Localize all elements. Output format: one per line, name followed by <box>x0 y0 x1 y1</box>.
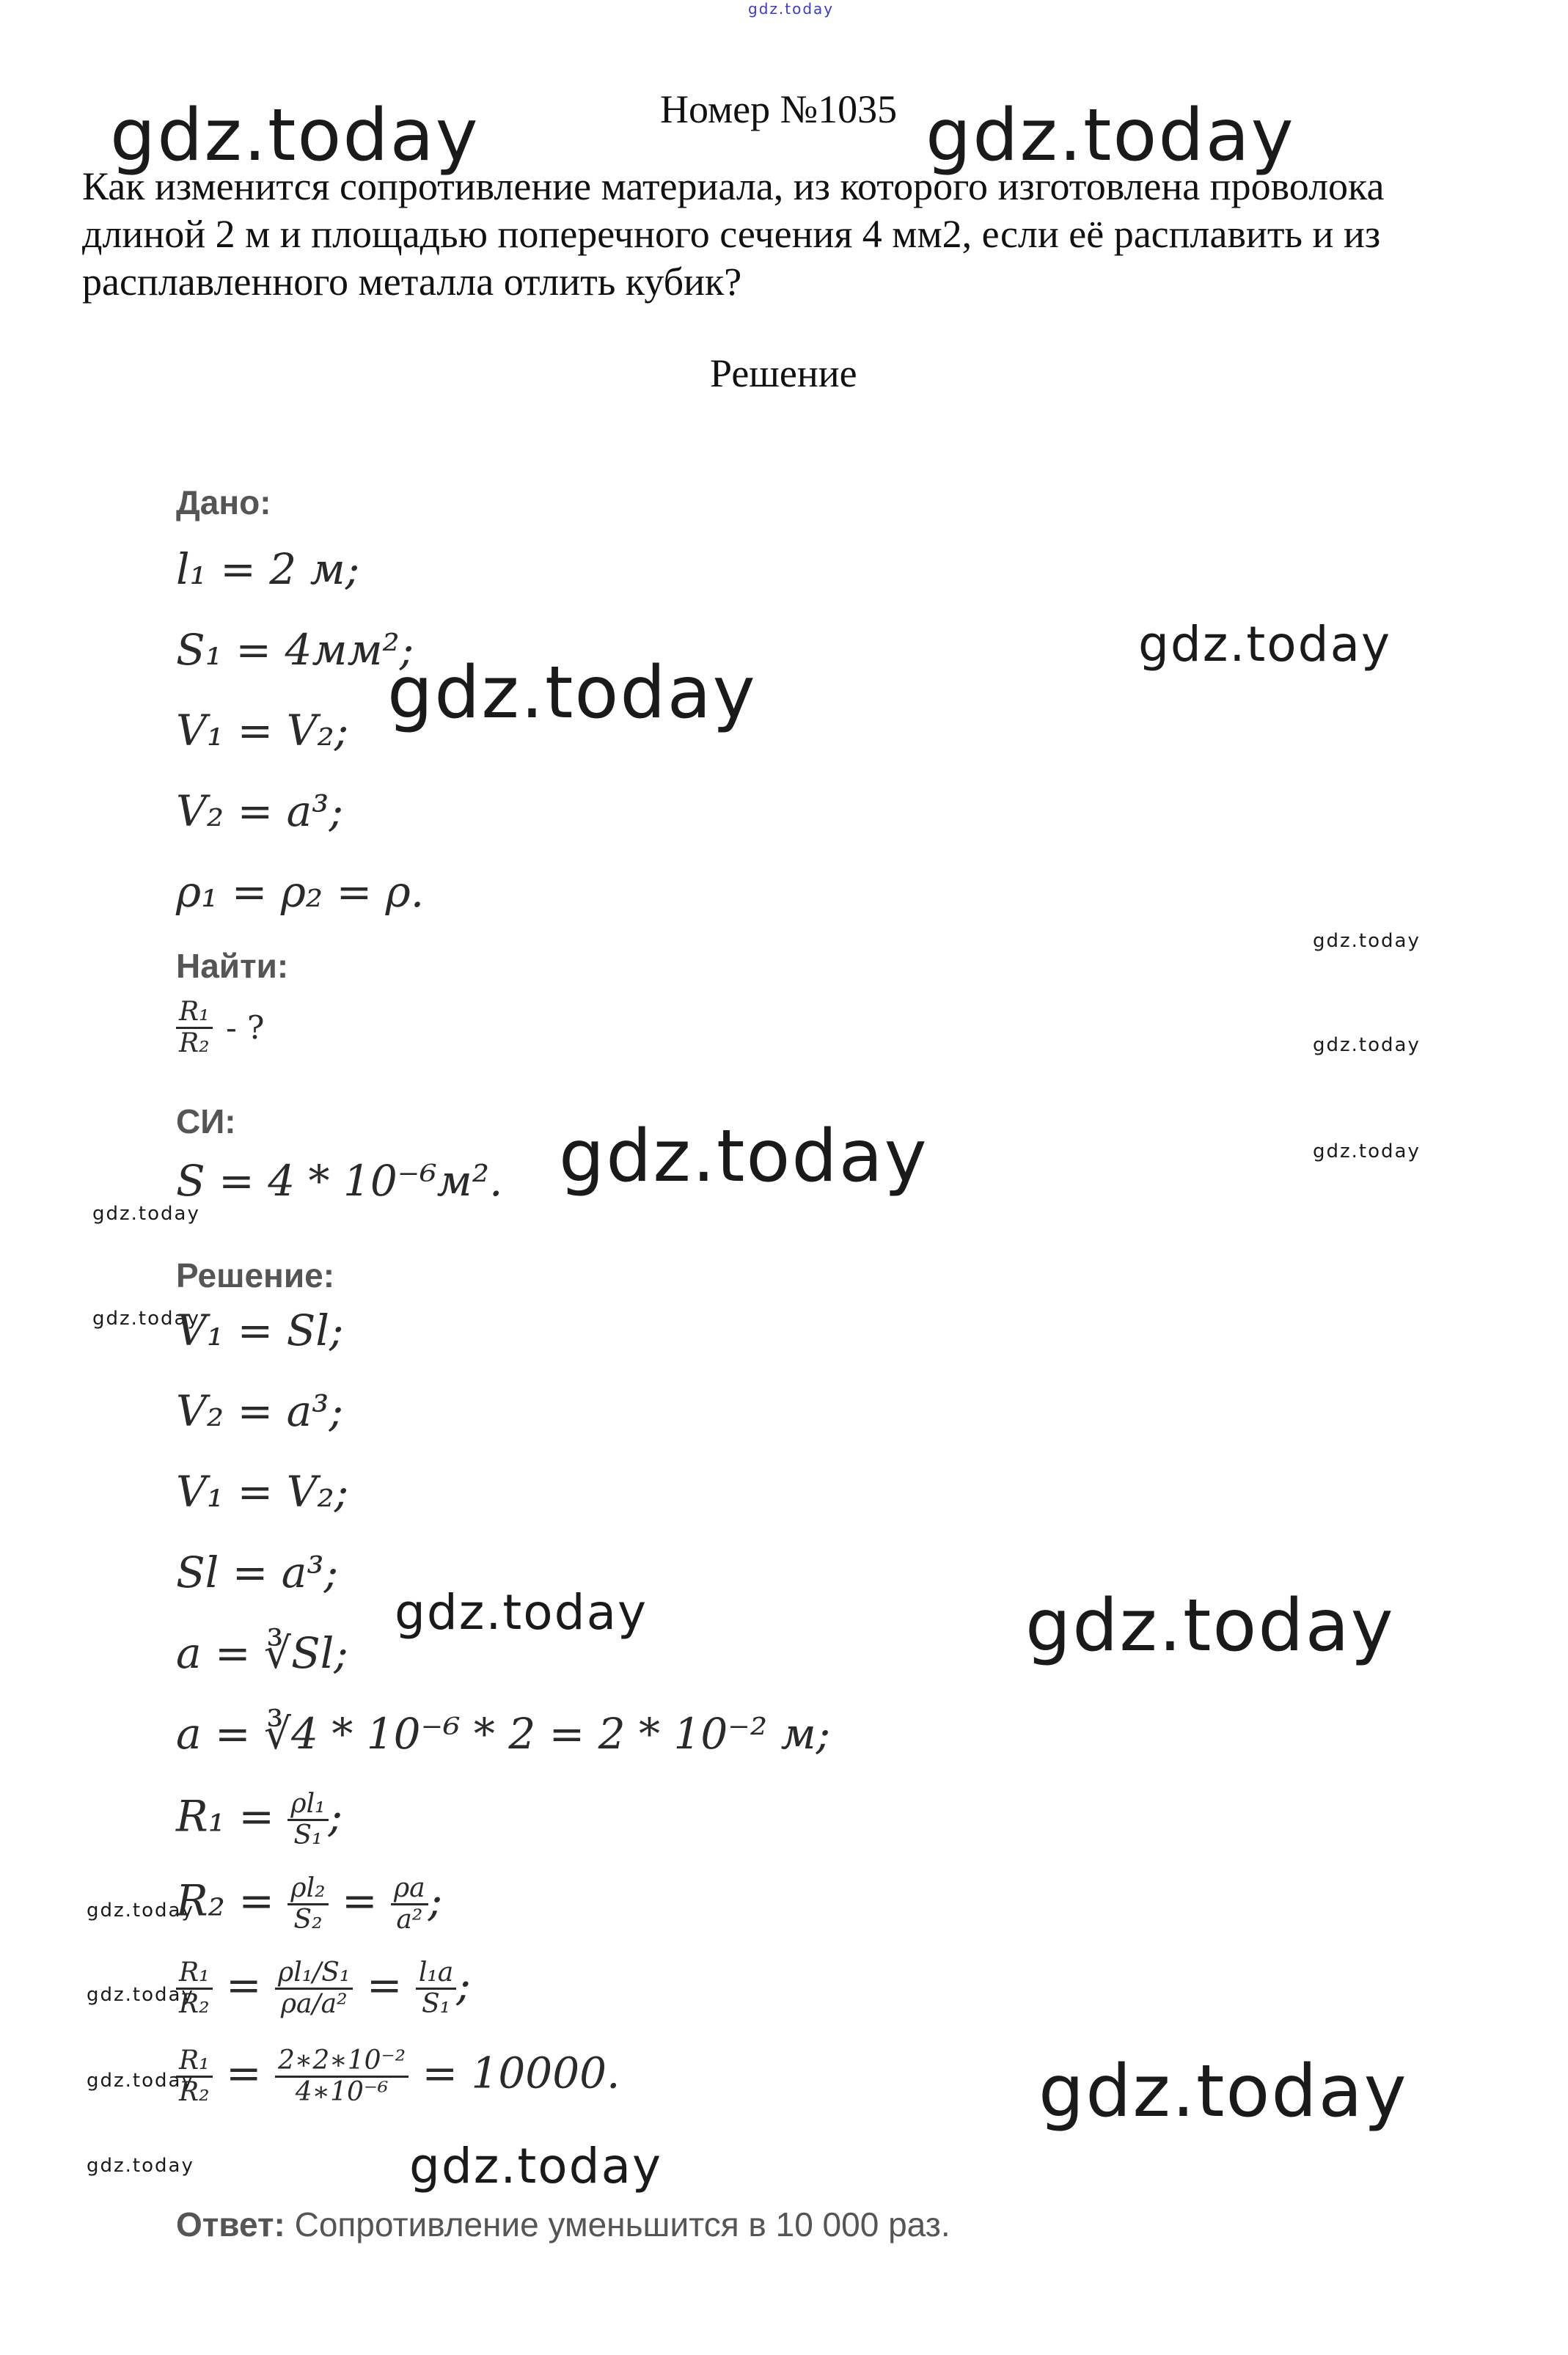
watermark-small: gdz.today <box>1313 1140 1421 1162</box>
sol-r2-den: S₂ <box>293 1905 323 1935</box>
given-label: Дано: <box>176 483 271 521</box>
watermark: gdz.today <box>1025 1584 1395 1668</box>
sol-v1: V₁ = Sl; <box>176 1305 344 1355</box>
problem-question: Как изменится сопротивление материала, из которого изготовлена проволока длиной 2 м и площадью поперечного сечения 4 мм2, если её расплавить и из расплавленного металла отлить кубик? <box>82 164 1385 304</box>
watermark: gdz.today <box>1138 616 1392 673</box>
sol-ratio-res <box>416 1958 456 2019</box>
sol-ratio-res-den: S₁ <box>422 1989 451 2019</box>
sol-r1-fraction <box>287 1790 328 1850</box>
problem-title: Номер №1035 <box>660 87 898 131</box>
answer <box>176 2205 950 2244</box>
watermark-small: gdz.today <box>92 1203 200 1225</box>
sol-ratio: $\frac{\text{R₁}}{\text{R₂}}$ = $\frac{\text{ρl₁/S₁}}{\text{ρa/a²}}$ = $\frac{\text{l₁a}}{\text{S₁}}$ ; <box>176 1958 471 2019</box>
sol-r2-lhs: R₂ = <box>176 1875 274 1926</box>
sol-calc-den: 4∗10⁻⁶ <box>295 2077 389 2107</box>
find-label: Найти: <box>176 947 289 985</box>
given-v-equal: V₁ = V₂; <box>176 706 349 755</box>
sol-v-equal: V₁ = V₂; <box>176 1467 349 1517</box>
si-label: СИ: <box>176 1102 236 1140</box>
sol-ratio-mid-num: ρl₁/S₁ <box>275 1958 353 1990</box>
watermark-top: gdz.today <box>748 0 835 18</box>
sol-calc-lhs-num: R₁ <box>176 2046 213 2078</box>
sol-calc: $\frac{\text{R₁}}{\text{R₂}}$ = $\frac{\text{2∗2∗10⁻²}}{\text{4∗10⁻⁶}}$ = 10000. <box>176 2046 620 2107</box>
sol-calc-num: 2∗2∗10⁻² <box>275 2046 409 2078</box>
watermark-small: gdz.today <box>87 1900 194 1922</box>
given-v2: V₂ = a³; <box>176 786 343 836</box>
sol-ratio-mid-den: ρa/a² <box>280 1989 348 2019</box>
watermark: gdz.today <box>926 94 1295 177</box>
watermark: gdz.today <box>1038 2050 1408 2134</box>
sol-r1-den: S₁ <box>293 1820 323 1850</box>
sol-calc-result: = 10000. <box>422 2048 620 2098</box>
sol-v2: V₂ = a³; <box>176 1386 343 1436</box>
watermark-small: gdz.today <box>1313 930 1421 952</box>
find-fraction <box>176 997 213 1058</box>
watermark: gdz.today <box>110 94 480 177</box>
sol-ratio-res-num: l₁a <box>416 1958 456 1990</box>
watermark: gdz.today <box>395 1584 648 1641</box>
sol-r2-den2: a² <box>396 1905 423 1935</box>
sol-r2: R₂ = $\frac{\text{ρl₂}}{\text{S₂}}$ = $\frac{\rho a}{\text{a²}}$ ; <box>176 1873 443 1935</box>
sol-sl: Sl = a³; <box>176 1548 339 1597</box>
find-tail: - ? <box>225 1009 265 1047</box>
sol-a-formula: a = ∛Sl; <box>176 1628 348 1678</box>
solution-heading: Решение <box>710 351 857 395</box>
watermark: gdz.today <box>409 2138 663 2194</box>
given-s1: S₁ = 4мм²; <box>176 625 414 675</box>
find-ratio <box>176 997 264 1058</box>
solution-label: Решение: <box>176 1256 335 1294</box>
sol-ratio-num: R₁ <box>176 1958 213 1990</box>
sol-r2-num2: ρa <box>391 1874 428 1905</box>
watermark: gdz.today <box>387 651 757 735</box>
sol-r2-fraction <box>287 1874 328 1935</box>
sol-r2-fraction-2 <box>391 1874 428 1935</box>
sol-r1-num: ρl₁ <box>287 1790 328 1821</box>
sol-ratio-lhs <box>176 1958 213 2019</box>
find-den: R₂ <box>179 1028 210 1058</box>
si-s: S = 4 * 10⁻⁶м². <box>176 1156 503 1206</box>
sol-ratio-den: R₂ <box>179 1989 210 2019</box>
watermark-small: gdz.today <box>87 2070 194 2092</box>
answer-text: Сопротивление уменьшится в 10 000 раз. <box>294 2205 950 2244</box>
sol-r1-lhs: R₁ = <box>176 1791 274 1842</box>
sol-r2-num: ρl₂ <box>287 1874 328 1905</box>
given-rho: ρ₁ = ρ₂ = ρ. <box>176 867 425 917</box>
given-l1: l₁ = 2 м; <box>176 544 360 594</box>
watermark-small: gdz.today <box>92 1308 200 1330</box>
sol-calc-lhs-den: R₂ <box>179 2077 210 2107</box>
watermark: gdz.today <box>559 1115 928 1198</box>
sol-ratio-mid <box>275 1958 353 2019</box>
sol-calc-lhs <box>176 2046 213 2107</box>
answer-label: Ответ: <box>176 2205 285 2244</box>
watermark-small: gdz.today <box>87 1984 194 2006</box>
find-num: R₁ <box>176 997 213 1029</box>
watermark-small: gdz.today <box>1313 1034 1421 1056</box>
watermark-small: gdz.today <box>87 2155 194 2177</box>
sol-a-value: a = ∛4 * 10⁻⁶ * 2 = 2 * 10⁻² м; <box>176 1709 831 1759</box>
sol-r1: R₁ = $\frac{\text{ρl₁}}{\text{S₁}}$ ; <box>176 1789 343 1850</box>
sol-calc-fraction <box>275 2046 409 2107</box>
